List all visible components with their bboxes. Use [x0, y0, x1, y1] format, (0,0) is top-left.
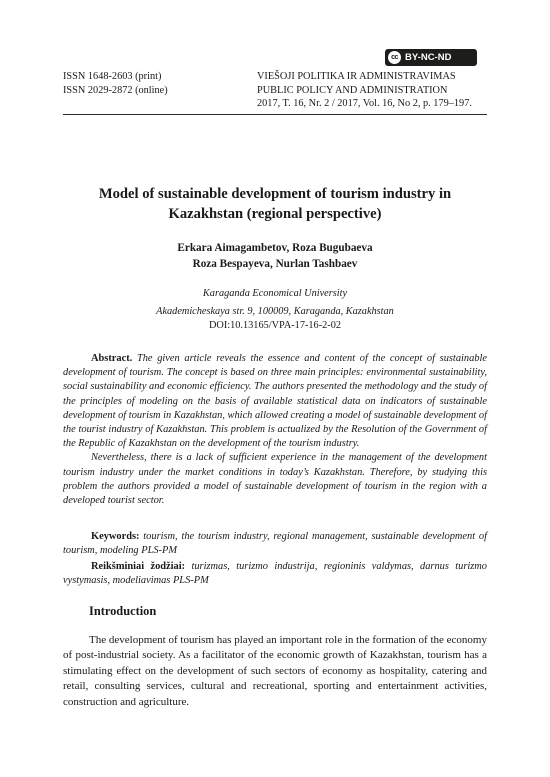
- affiliation-name: Karaganda Economical University: [202, 288, 348, 299]
- title-line-1: Model of sustainable development of tourism industry in: [98, 186, 452, 202]
- introduction-heading: Introduction: [89, 604, 157, 618]
- authors-line-1: Erkara Aimagambetov, Roza Bugubaeva: [177, 242, 373, 254]
- abstract-text-2: Nevertheless, there is a lack of sufficient experience in the management of the development tourism industry under the market conditions in today’s Kazakhstan. Therefore, by studying this problem the authors provided a model of sustainable development of tourism in the region with a developed tourist sector.: [63, 452, 487, 507]
- journal-block: [257, 70, 472, 111]
- journal-name-en: PUBLIC POLICY AND ADMINISTRATION: [257, 84, 448, 96]
- license-label: BY-NC-ND: [405, 52, 452, 63]
- creative-commons-icon: cc: [388, 51, 401, 64]
- issn-print: ISSN 1648-2603 (print): [63, 71, 162, 82]
- abstract-label: Abstract.: [91, 353, 133, 364]
- keywords-lt: [63, 560, 487, 588]
- cc-license-badge: [385, 49, 477, 66]
- issn-online: ISSN 2029-2872 (online): [63, 84, 168, 96]
- introduction-text: The development of tourism has played an important role in the formation of the economy of post-industrial society. As a facilitator of the economic growth of Kazakhstan, tourism has a stimulating effect on the development of such sectors of economy as hospitality, catering and retail, consulting services, cultural and recreational, sporting and entertainment activities, construction and agriculture.: [63, 634, 487, 708]
- keywords-lt-label: Reikšminiai žodžiai:: [91, 561, 186, 572]
- doi: DOI:10.13165/VPA-17-16-2-02: [208, 320, 342, 331]
- abstract-text-1: The given article reveals the essence and content of the concept of sustainable development of tourism. The concept is based on three main principles: environmental sustainability, social sustainability and economic efficiency. The authors presented the methodology and the study of the principles of modeling on the basis of available statistical data on indicators of sustainable development of tourism in Kazakhstan, which allowed creating a model of sustainable development of the tourist industry of Kazakhstan. This problem is actualized by the Resolution of the Government of the Republic of Kazakhstan on the development of the tourism industry.: [63, 353, 487, 450]
- authors: [63, 240, 487, 272]
- keywords-label: Keywords:: [91, 531, 140, 542]
- title-line-2: Kazakhstan (regional perspective): [168, 206, 382, 222]
- keywords-text: tourism, the tourism industry, regional management, sustainable development of tourism, modeling PLS-PM: [63, 531, 488, 557]
- journal-volume: 2017, T. 16, Nr. 2 / 2017, Vol. 16, No 2, p. 179–197.: [257, 98, 472, 109]
- affiliation: [63, 285, 487, 321]
- journal-name-lt: VIEŠOJI POLITIKA IR ADMINISTRAVIMAS: [257, 71, 456, 82]
- issn-block: [63, 70, 168, 97]
- abstract: [63, 352, 487, 508]
- article-title: [63, 184, 487, 224]
- authors-line-2: Roza Bespayeva, Nurlan Tashbaev: [192, 258, 358, 270]
- keywords-lt-text: turizmas, turizmo industrija, regioninis valdymas, darnus turizmo vystymasis, modeliavimas PLS-PM: [63, 561, 487, 587]
- keywords: [63, 530, 487, 558]
- affiliation-address: Akademicheskaya str. 9, 100009, Karaganda, Kazakhstan: [156, 306, 394, 317]
- header-rule: [63, 114, 487, 115]
